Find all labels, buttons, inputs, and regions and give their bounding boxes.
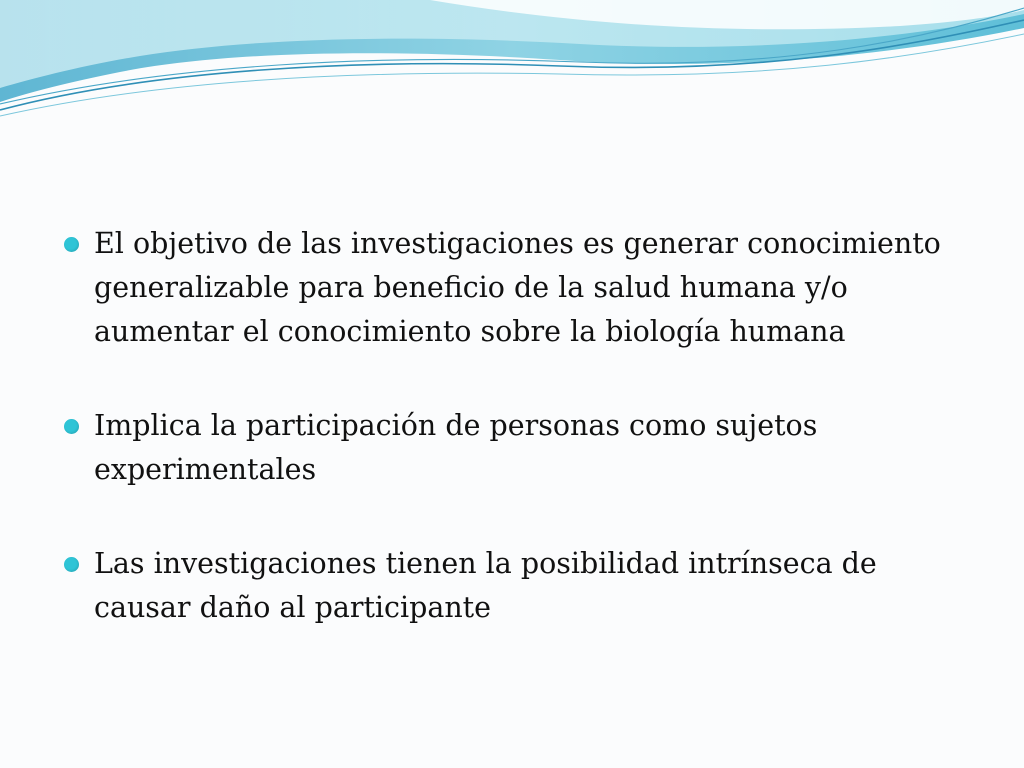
bullet-dot-icon	[64, 557, 79, 572]
bullet-dot-icon	[64, 419, 79, 434]
bullet-item	[60, 542, 960, 630]
bullet-text: El objetivo de las investigaciones es generar conocimiento generalizable para beneficio de la salud humana y/o aumentar el conocimiento sobre la biología humana	[94, 227, 941, 348]
bullet-list	[60, 222, 960, 630]
bullet-text: Las investigaciones tienen la posibilidad intrínseca de causar daño al participante	[94, 547, 877, 624]
bullet-text: Implica la participación de personas como sujetos experimentales	[94, 409, 818, 486]
bullet-item	[60, 404, 960, 492]
slide-body	[60, 222, 960, 680]
wave-header-decoration	[0, 0, 1024, 130]
bullet-dot-icon	[64, 237, 79, 252]
bullet-item	[60, 222, 960, 354]
